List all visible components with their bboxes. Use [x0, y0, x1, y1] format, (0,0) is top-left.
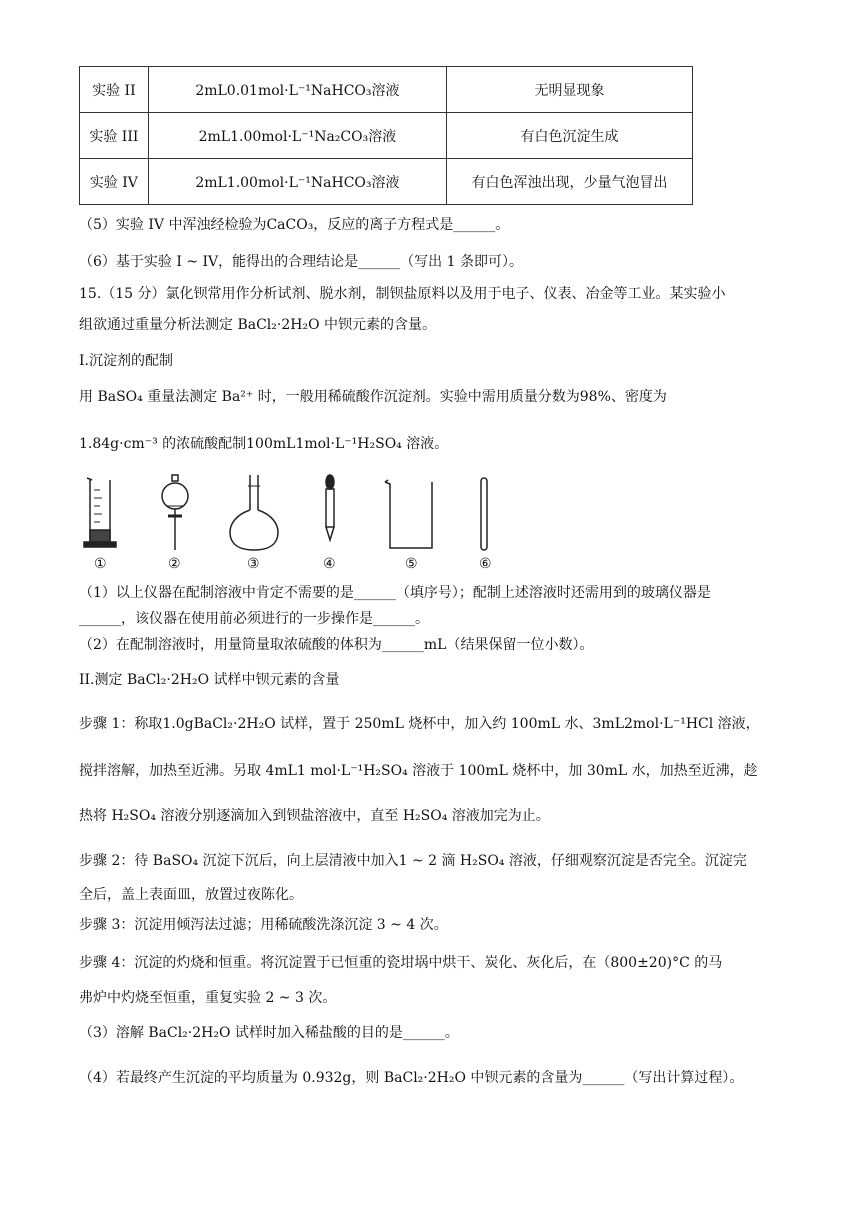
table-cell-label: 实验 IV — [80, 159, 149, 205]
apparatus-label-4: ④ — [323, 556, 336, 572]
question-3: （3）溶解 BaCl₂·2H₂O 试样时加入稀盐酸的目的是______。 — [79, 1025, 459, 1041]
table-row — [80, 159, 693, 205]
apparatus-label-5: ⑤ — [405, 556, 418, 572]
table-cell-label: 实验 II — [80, 67, 149, 113]
section-2-title: II.测定 BaCl₂·2H₂O 试样中钡元素的含量 — [79, 672, 340, 688]
problem-15-line-1: 15.（15 分）氯化钡常用作分析试剂、脱水剂，制钡盐原料以及用于电子、仪表、冶金等工业。某实验小 — [79, 286, 726, 302]
experiment-table — [79, 66, 693, 205]
table-cell-observation: 有白色沉淀生成 — [447, 113, 693, 159]
question-2: （2）在配制溶液时，用量筒量取浓硫酸的体积为______mL（结果保留一位小数）。 — [79, 637, 594, 653]
volumetric-flask-icon — [230, 475, 278, 550]
table-cell-observation: 有白色浑浊出现，少量气泡冒出 — [447, 159, 693, 205]
step-3: 步骤 3：沉淀用倾泻法过滤；用稀硫酸洗涤沉淀 3 ~ 4 次。 — [79, 917, 448, 933]
question-1-line-1: （1）以上仪器在配制溶液中肯定不需要的是______（填序号）；配制上述溶液时还需用到的玻璃仪器是 — [79, 585, 711, 601]
question-1-line-2: ______，该仪器在使用前必须进行的一步操作是______。 — [79, 611, 429, 627]
section-1-line-1: 用 BaSO₄ 重量法测定 Ba²⁺ 时，一般用稀硫酸作沉淀剂。实验中需用质量分数为98%、密度为 — [79, 389, 667, 405]
step-2-line-1: 步骤 2：待 BaSO₄ 沉淀下沉后，向上层清液中加入1 ~ 2 滴 H₂SO₄ 溶液，仔细观察沉淀是否完全。沉淀完 — [79, 853, 747, 869]
table-row — [80, 67, 693, 113]
table-cell-reagent: 2mL1.00mol·L⁻¹NaHCO₃溶液 — [148, 159, 446, 205]
section-1-title: I.沉淀剂的配制 — [79, 353, 173, 369]
question-5: （5）实验 IV 中浑浊经检验为CaCO₃，反应的离子方程式是______。 — [79, 217, 510, 233]
beaker-icon — [385, 480, 432, 548]
question-6: （6）基于实验 I ~ IV，能得出的合理结论是______（写出 1 条即可）。 — [79, 254, 523, 270]
table-cell-label: 实验 III — [80, 113, 149, 159]
step-1-line-1: 步骤 1：称取1.0gBaCl₂·2H₂O 试样，置于 250mL 烧杯中，加入约 100mL 水、3mL2mol·L⁻¹HCl 溶液， — [79, 716, 760, 732]
step-2-line-2: 全后，盖上表面皿，放置过夜陈化。 — [79, 887, 303, 903]
apparatus-label-1: ① — [94, 556, 107, 572]
step-4-line-1: 步骤 4：沉淀的灼烧和恒重。将沉淀置于已恒重的瓷坩埚中烘干、炭化、灰化后，在（800±20)°C 的马 — [79, 955, 723, 971]
dropper-icon — [326, 475, 334, 540]
step-1-line-2: 搅拌溶解，加热至近沸。另取 4mL1 mol·L⁻¹H₂SO₄ 溶液于 100mL 烧杯中，加 30mL 水，加热至近沸，趁 — [79, 763, 758, 779]
table-row — [80, 113, 693, 159]
apparatus-label-6: ⑥ — [479, 556, 492, 572]
apparatus-figure — [80, 470, 520, 580]
section-1-line-2: 1.84g·cm⁻³ 的浓硫酸配制100mL1mol·L⁻¹H₂SO₄ 溶液。 — [79, 436, 449, 452]
step-4-line-2: 弗炉中灼烧至恒重，重复实验 2 ~ 3 次。 — [79, 990, 337, 1006]
table-cell-reagent: 2mL1.00mol·L⁻¹Na₂CO₃溶液 — [148, 113, 446, 159]
table-cell-reagent: 2mL0.01mol·L⁻¹NaHCO₃溶液 — [148, 67, 446, 113]
apparatus-label-3: ③ — [247, 556, 260, 572]
step-1-line-3: 热将 H₂SO₄ 溶液分别逐滴加入到钡盐溶液中，直至 H₂SO₄ 溶液加完为止。 — [79, 808, 550, 824]
separatory-funnel-icon — [162, 475, 188, 550]
problem-15-line-2: 组欲通过重量分析法测定 BaCl₂·2H₂O 中钡元素的含量。 — [79, 317, 436, 333]
glass-rod-icon — [481, 478, 487, 550]
table-cell-observation: 无明显现象 — [447, 67, 693, 113]
apparatus-label-2: ② — [168, 556, 181, 572]
question-4: （4）若最终产生沉淀的平均质量为 0.932g，则 BaCl₂·2H₂O 中钡元素的含量为______（写出计算过程）。 — [79, 1070, 744, 1086]
measuring-cylinder-icon — [84, 478, 116, 547]
